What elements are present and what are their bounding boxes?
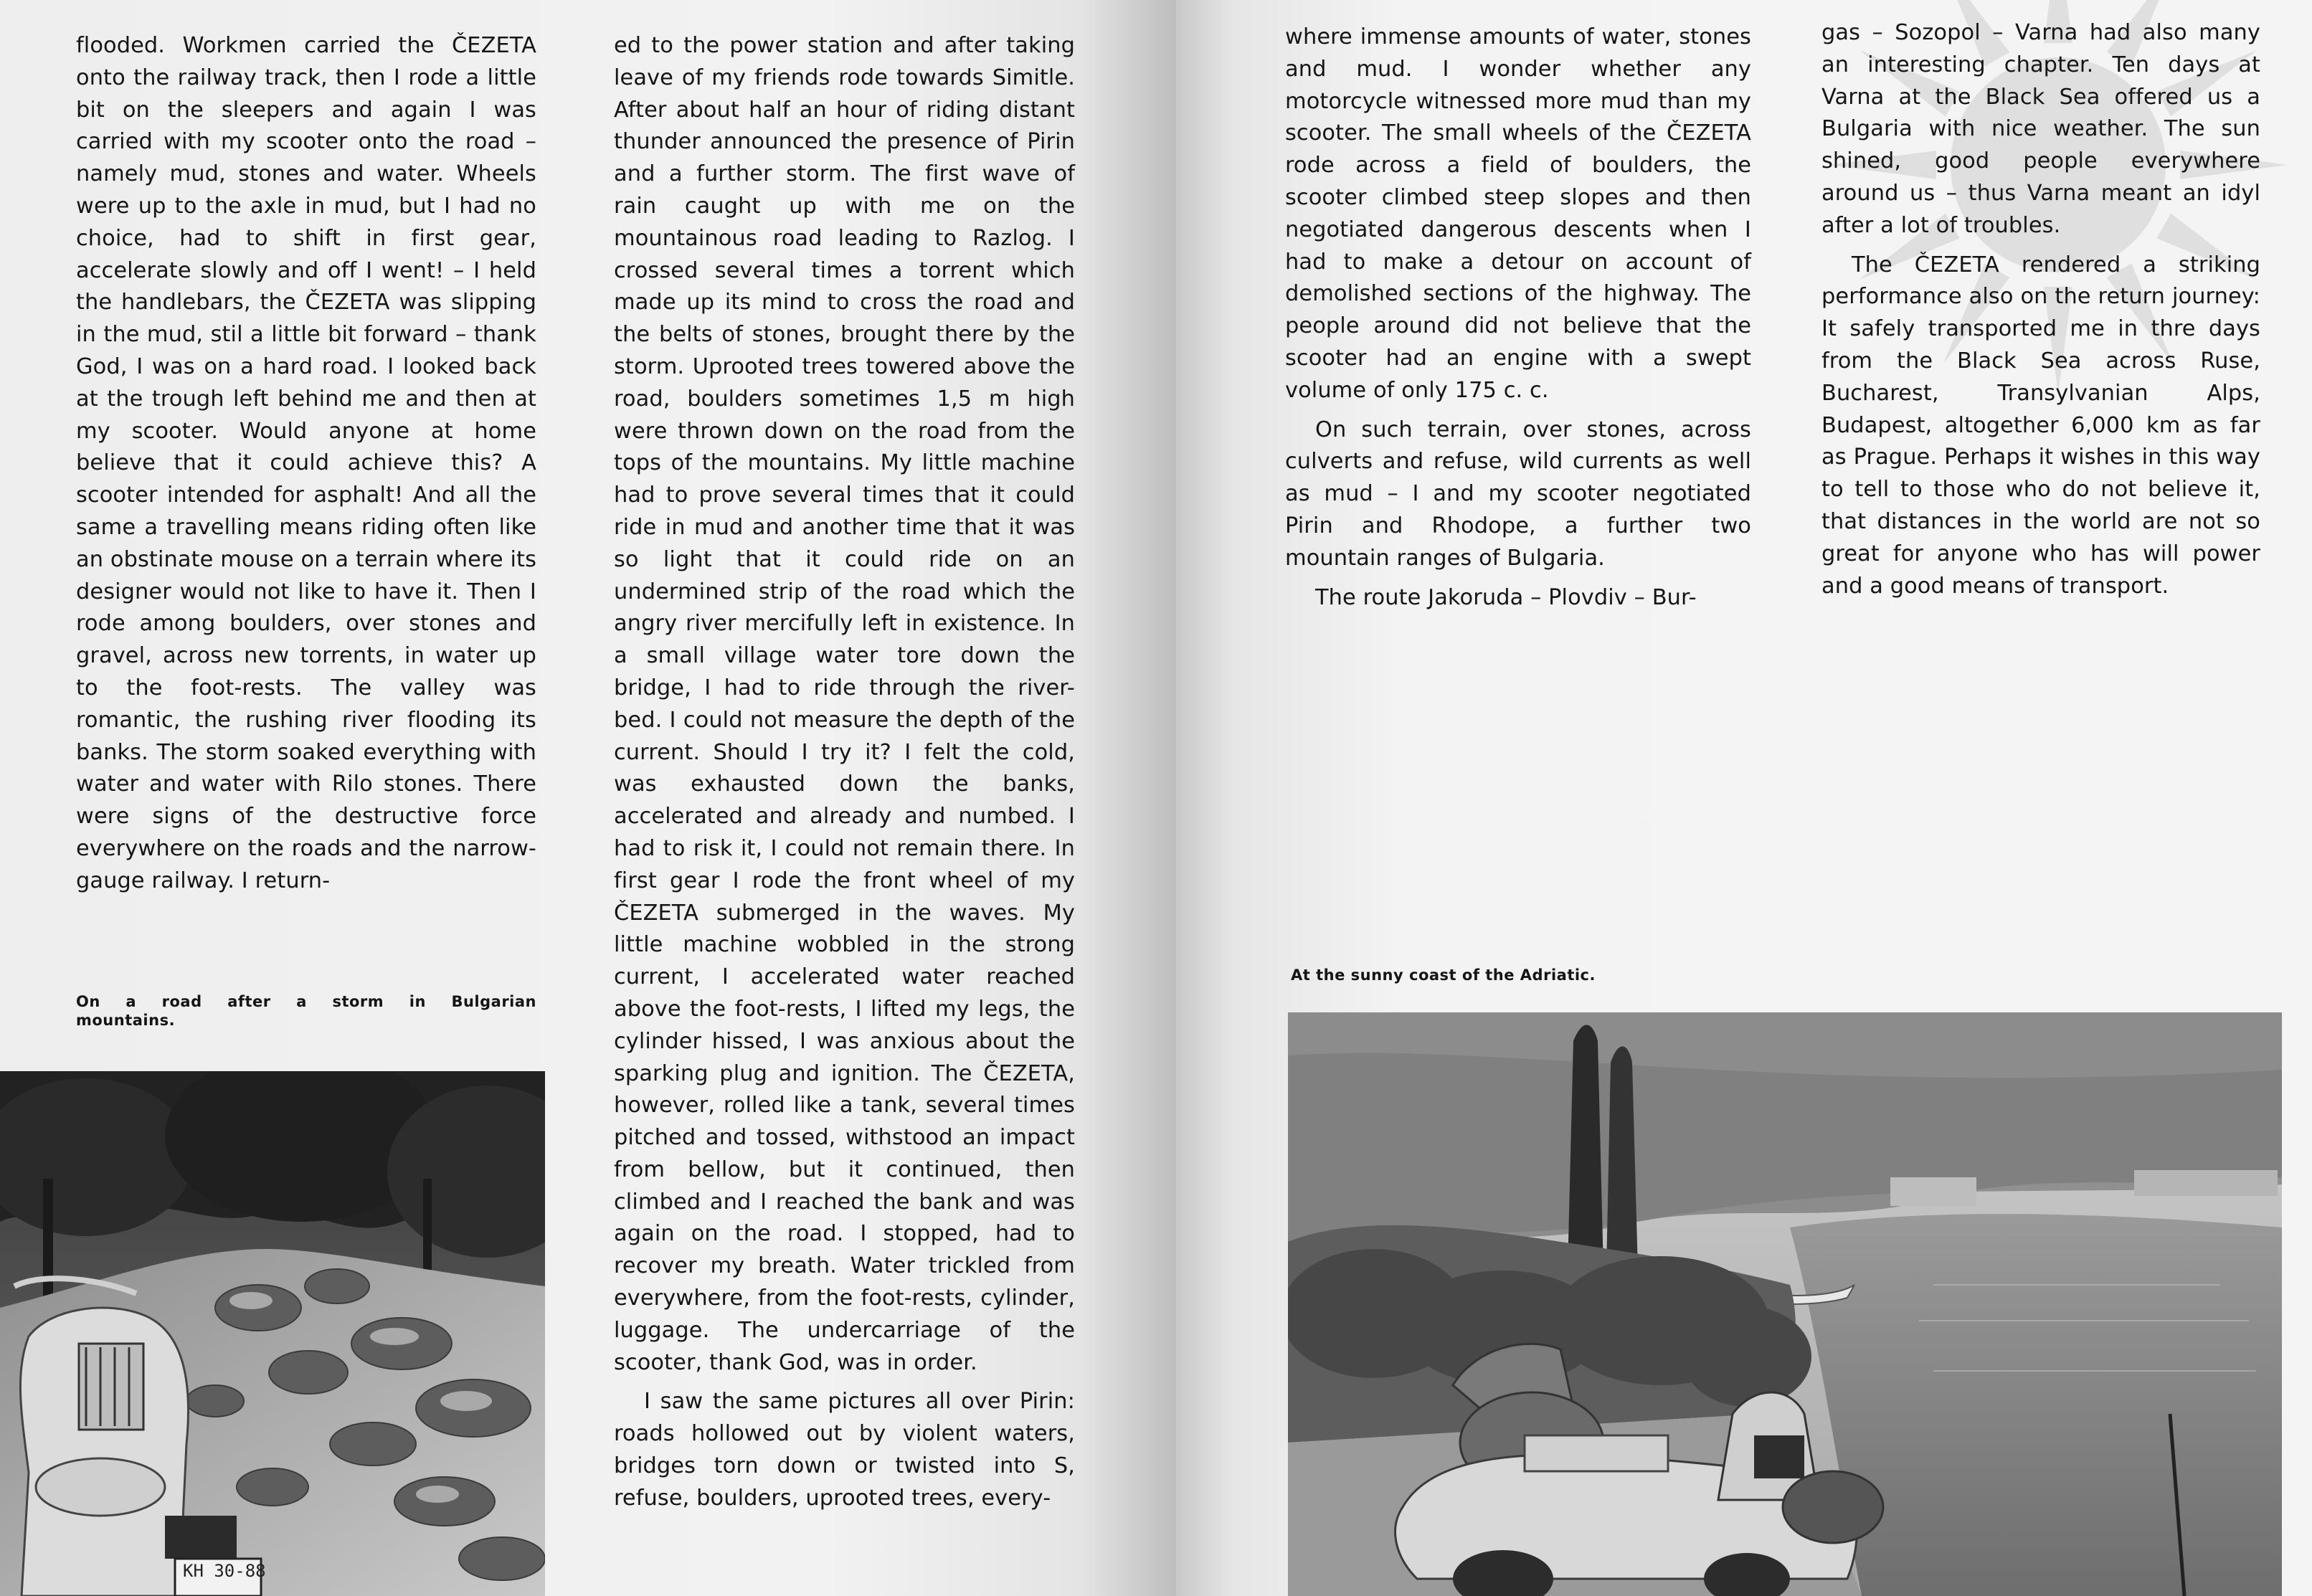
text-column-4 [1821,17,2260,602]
caption-line-2: mountains. [76,1012,176,1029]
photo-caption-left [76,992,536,1030]
paragraph: flooded. Workmen carried the ČEZETA onto the railway track, then I rode a little bit on the sleepers and again I was carried with my scooter onto the road – namely mud, stones and water. Wheels were up to the axle in mud, but I had no choice, had to shift in first gear, accelerate slowly and off I went! – I held the handlebars, the ČEZETA was slipping in the mud, stil a little bit forward – thank God, I was on a hard road. I looked back at the trough left behind me and then at my scooter. Would anyone at home believe that it could achieve this? A scooter intended for asphalt! And all the same a travelling means riding often like an obstinate mouse on a terrain where its designer would not like to have it. Then I rode among boulders, over stones and gravel, across new torrents, in water up to the foot-rests. The valley was romantic, the rushing river flooding its banks. The storm soaked everything with water and water with Rilo stones. There were signs of the destructive force everywhere on the roads and the narrow-gauge railway. I return- [76,33,536,893]
text-column-2 [614,30,1075,1515]
text-column-3 [1285,22,1751,614]
photo-scooter-adriatic-coast-image [1288,1012,2282,1596]
license-plate-text: KH 30-88 [183,1561,266,1581]
paragraph: On such terrain, over stones, across culverts and refuse, wild currents as well as mud – I and my scooter negotiated Pirin and Rhodope, a further two mountain ranges of Bulgaria. [1285,417,1751,571]
text-column-1 [76,30,536,898]
paragraph: I saw the same pictures all over Pirin: roads hollowed out by violent waters, bridges torn down or twisted into S, refuse, boulders, uprooted trees, every- [614,1389,1075,1511]
paragraph: ed to the power station and after taking leave of my friends rode towards Simitle. After about half an hour of riding distant thunder announced the presence of Pirin and a further storm. The first wave of rain caught up with me on the mountainous road leading to Razlog. I crossed several times a torrent which made up its mind to cross the road and the belts of stones, brought there by the storm. Uprooted trees towered above the road, boulders sometimes 1,5 m high were thrown down on the road from the tops of the mountains. My little machine had to prove several times that it could ride in mud and another time that it was so light that it could ride on an undermined strip of the road which the angry river mercifully left in existence. In a small village water tore down the bridge, I had to ride through the river-bed. I could not measure the depth of the current. Should I try it? I felt the cold, was exhausted down the banks, accelerated and already and numbed. I had to risk it, I could not remain there. In first gear I rode the front wheel of my ČEZETA submerged in the waves. My little machine wobbled in the strong current, I accelerated water reached above the foot-rests, I lifted my legs, the cylinder hissed, I was anxious about the sparking plug and ignition. The ČEZETA, however, rolled like a tank, several times pitched and tossed, withstood an impact from bellow, but it continued, then climbed and I reached the bank and was again on the road. I stopped, had to recover my breath. Water trickled from everywhere, from the foot-rests, cylinder, luggage. The undercarriage of the scooter, thank God, was in order. [614,33,1075,1375]
photo-scooter-mountain-road [0,1071,545,1596]
paragraph: The route Jakoruda – Plovdiv – Bur- [1315,584,1697,610]
paragraph: where immense amounts of water, stones and mud. I wonder whether any motorcycle witnessed more mud than my scooter. The small wheels of the ČEZETA rode across a field of boulders, the scooter climbed steep slopes and then negotiated dangerous descents when I had to make a detour on account of demolished sections of the highway. The people around did not believe that the scooter had an engine with a swept volume of only 175 c. c. [1285,24,1751,403]
caption-line-1: On a road after a storm in Bulgarian [76,993,536,1010]
right-page [1176,0,2312,1596]
photo-scooter-mountain-road-image [0,1071,545,1596]
paragraph: The ČEZETA rendered a striking performance also on the return journey: It safely transported me in thre days from the Black Sea across Ruse, Bucharest, Transylvanian Alps, Budapest, altogether 6,000 km as far as Prague. Perhaps it wishes in this way to tell to those who do not believe it, that distances in the world are not so great for anyone who has will power and a good means of transport. [1821,252,2260,599]
paragraph: gas – Sozopol – Varna had also many an interesting chapter. Ten days at Varna at the Black Sea offered us a Bulgaria with nice weather. The sun shined, good people everywhere around us – thus Varna meant an idyl after a lot of troubles. [1821,20,2260,238]
photo-caption-right: At the sunny coast of the Adriatic. [1291,966,1596,984]
photo-scooter-adriatic-coast [1288,1012,2282,1596]
